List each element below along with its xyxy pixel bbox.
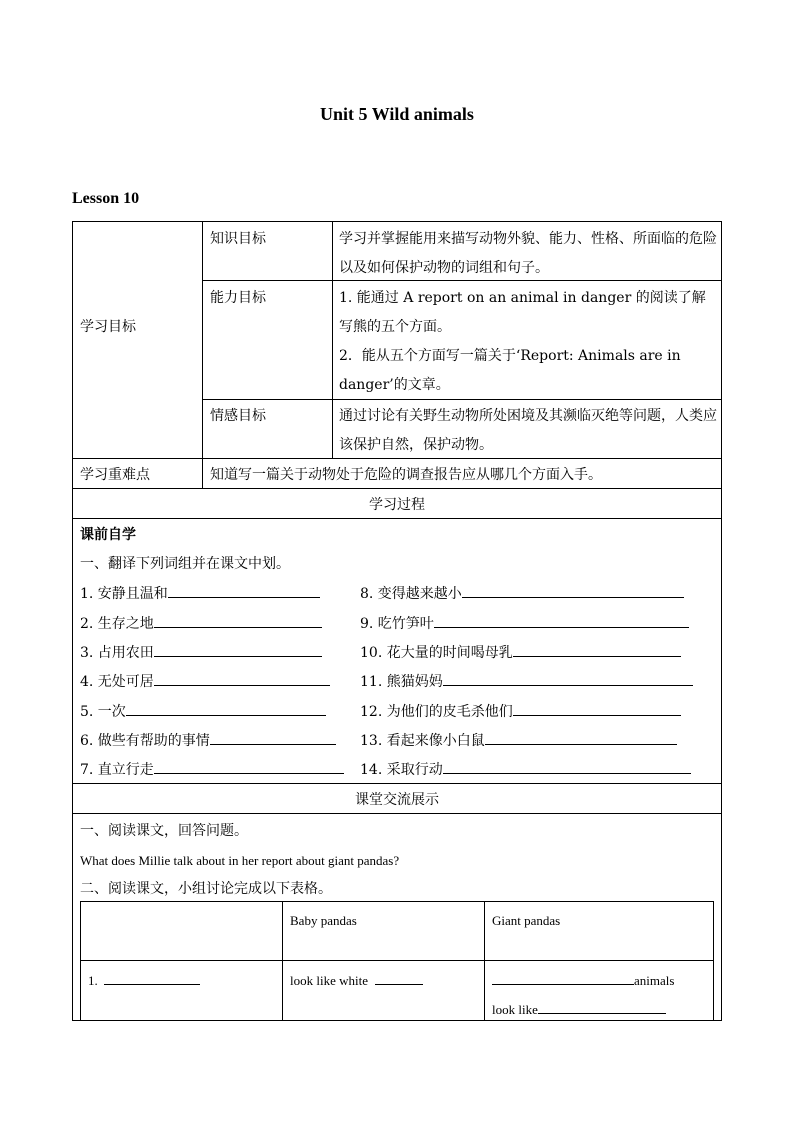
answer-blank[interactable] <box>492 966 634 985</box>
vocab-item: 14. 采取行动 <box>360 755 691 785</box>
row1-col2: look like white <box>290 966 423 995</box>
emotion-objective-label: 情感目标 <box>210 408 266 424</box>
key-points-label: 学习重难点 <box>80 467 150 483</box>
lesson-heading: Lesson 10 <box>72 190 140 207</box>
pre-study-instruction: 一、翻译下列词组并在课文中划。 <box>80 556 290 572</box>
header-giant-pandas: Giant pandas <box>492 913 561 928</box>
answer-blank[interactable] <box>154 638 322 657</box>
vocab-item: 12. 为他们的皮毛杀他们 <box>360 697 681 727</box>
class-section-header: 课堂交流展示 <box>355 792 439 808</box>
col-divider <box>202 221 203 488</box>
reading-question-1: 一、阅读课文，回答问题。 <box>80 823 248 839</box>
answer-blank[interactable] <box>443 667 693 686</box>
knowledge-objective-label: 知识目标 <box>210 231 266 247</box>
answer-blank[interactable] <box>513 638 681 657</box>
answer-blank[interactable] <box>126 697 326 716</box>
document-title: Unit 5 Wild animals <box>320 104 474 124</box>
table-divider <box>282 901 283 1021</box>
answer-blank[interactable] <box>210 726 336 745</box>
vocab-item: 9. 吃竹笋叶 <box>360 609 689 639</box>
emotion-objective-content: 通过讨论有关野生动物所处困境及其濒临灭绝等问题，人类应该保护自然，保护动物。 <box>339 408 717 453</box>
vocab-item: 6. 做些有帮助的事情 <box>80 726 336 756</box>
header-baby-pandas: Baby pandas <box>290 913 357 928</box>
answer-blank[interactable] <box>154 755 344 774</box>
row1-col3-line2: look like <box>492 995 666 1024</box>
vocab-item: 5. 一次 <box>80 697 326 727</box>
vocab-item: 11. 熊猫妈妈 <box>360 667 693 697</box>
answer-blank[interactable] <box>538 995 666 1014</box>
answer-blank[interactable] <box>104 966 200 985</box>
vocab-item: 13. 看起来像小白鼠 <box>360 726 677 756</box>
process-header: 学习过程 <box>369 497 425 513</box>
vocab-item: 7. 直立行走 <box>80 755 344 785</box>
answer-blank[interactable] <box>443 755 691 774</box>
row1-col1: 1. <box>88 966 200 995</box>
reading-question-2: 二、阅读课文，小组讨论完成以下表格。 <box>80 881 332 897</box>
pre-study-heading: 课前自学 <box>80 527 136 543</box>
vocab-item: 10. 花大量的时间喝母乳 <box>360 638 681 668</box>
vocab-item: 8. 变得越来越小 <box>360 579 684 609</box>
objectives-label: 学习目标 <box>80 319 136 335</box>
ability-objective-label: 能力目标 <box>210 290 266 306</box>
vocab-item: 3. 占用农田 <box>80 638 322 668</box>
answer-blank[interactable] <box>375 966 423 985</box>
answer-blank[interactable] <box>462 579 684 598</box>
table-divider <box>80 960 714 961</box>
reading-question-1-english: What does Millie talk about in her report about giant pandas? <box>80 853 400 868</box>
key-points-content: 知道写一篇关于动物处于危险的调查报告应从哪几个方面入手。 <box>210 467 602 483</box>
answer-blank[interactable] <box>154 667 330 686</box>
answer-blank[interactable] <box>168 579 320 598</box>
answer-blank[interactable] <box>513 697 681 716</box>
answer-blank[interactable] <box>154 609 322 628</box>
vocab-item: 2. 生存之地 <box>80 609 322 639</box>
answer-blank[interactable] <box>485 726 677 745</box>
ability-objective-content-1: 1. 能通过 A report on an animal in danger 的阅读了解写熊的五个方面。 <box>339 290 706 335</box>
vocab-item: 4. 无处可居 <box>80 667 330 697</box>
vocab-item: 1. 安静且温和 <box>80 579 320 609</box>
knowledge-objective-content: 学习并掌握能用来描写动物外貌、能力、性格、所面临的危险以及如何保护动物的词组和句子。 <box>339 231 717 276</box>
row1-col3-line1: animals <box>492 966 674 995</box>
table-divider <box>484 901 485 1021</box>
col-divider <box>332 221 333 459</box>
answer-blank[interactable] <box>434 609 689 628</box>
ability-objective-content-2: 2．能从五个方面写一篇关于‘Report: Animals are in danger’的文章。 <box>339 348 681 393</box>
